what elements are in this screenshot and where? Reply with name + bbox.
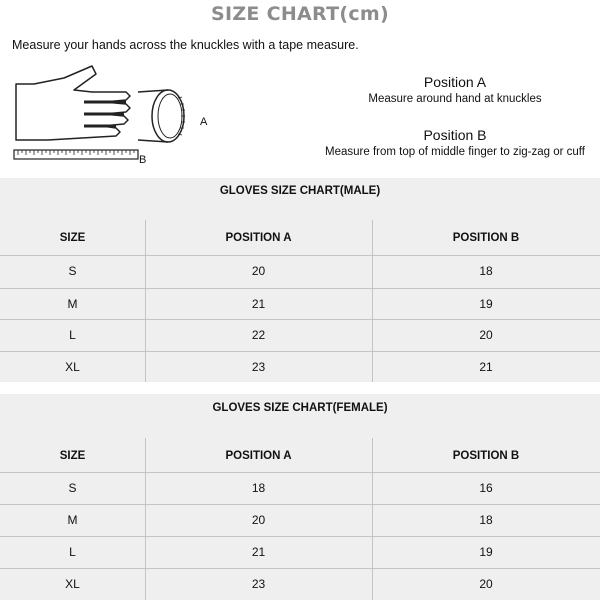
table-row (0, 536, 600, 568)
position-a-cell: 18 (251, 481, 266, 495)
position-b-cell: 16 (479, 481, 493, 495)
female-header-position-b: POSITION B (452, 450, 520, 462)
size-cell: L (69, 328, 76, 342)
female-header-row (0, 440, 600, 472)
size-cell: XL (65, 360, 80, 374)
table-row (0, 319, 600, 351)
label-a: A (200, 116, 208, 128)
position-b-cell: 21 (479, 360, 493, 374)
position-a-cell: 21 (251, 297, 266, 311)
size-cell: S (68, 481, 77, 495)
page-title: SIZE CHART(cm) (210, 3, 390, 25)
size-cell: S (68, 264, 77, 278)
position-b-cell: 19 (479, 297, 493, 311)
position-b-cell: 20 (479, 328, 493, 342)
male-size-chart (0, 178, 600, 382)
size-cell: M (67, 513, 78, 527)
position-b-cell: 18 (479, 513, 493, 527)
position-a-block (330, 74, 580, 105)
size-cell: XL (65, 577, 80, 591)
size-cell: M (67, 297, 78, 311)
label-b: B (139, 154, 147, 166)
table-row (0, 472, 600, 504)
male-header-position-a: POSITION A (225, 232, 292, 244)
position-a-desc: Measure around hand at knuckles (368, 93, 542, 105)
position-b-cell: 19 (479, 545, 493, 559)
position-b-cell: 18 (479, 264, 493, 278)
size-cell: L (69, 545, 76, 559)
table-row (0, 351, 600, 383)
position-b-desc: Measure from top of middle finger to zig-zag or cuff (325, 146, 585, 158)
position-b-block (300, 127, 600, 158)
female-size-chart (0, 394, 600, 600)
intro-text: Measure your hands across the knuckles with a tape measure. (12, 38, 359, 52)
position-a-cell: 22 (251, 328, 266, 342)
male-header-row (0, 222, 600, 254)
table-row (0, 288, 600, 320)
position-b-cell: 20 (479, 577, 493, 591)
hand-diagram (8, 62, 228, 172)
table-row (0, 255, 600, 287)
female-header-position-a: POSITION A (225, 450, 292, 462)
position-a-cell: 23 (251, 577, 266, 591)
position-b-title: Position B (423, 127, 487, 143)
table-row (0, 504, 600, 536)
male-header-size: SIZE (59, 232, 86, 244)
male-header-position-b: POSITION B (452, 232, 520, 244)
position-a-cell: 21 (251, 545, 266, 559)
position-a-cell: 20 (251, 513, 266, 527)
female-chart-title: GLOVES SIZE CHART(FEMALE) (212, 402, 388, 414)
position-a-title: Position A (423, 74, 487, 90)
ruler (14, 150, 138, 159)
position-a-cell: 23 (251, 360, 266, 374)
male-chart-title: GLOVES SIZE CHART(MALE) (219, 185, 381, 197)
female-header-size: SIZE (59, 450, 86, 462)
table-row (0, 568, 600, 600)
position-a-cell: 20 (251, 264, 266, 278)
